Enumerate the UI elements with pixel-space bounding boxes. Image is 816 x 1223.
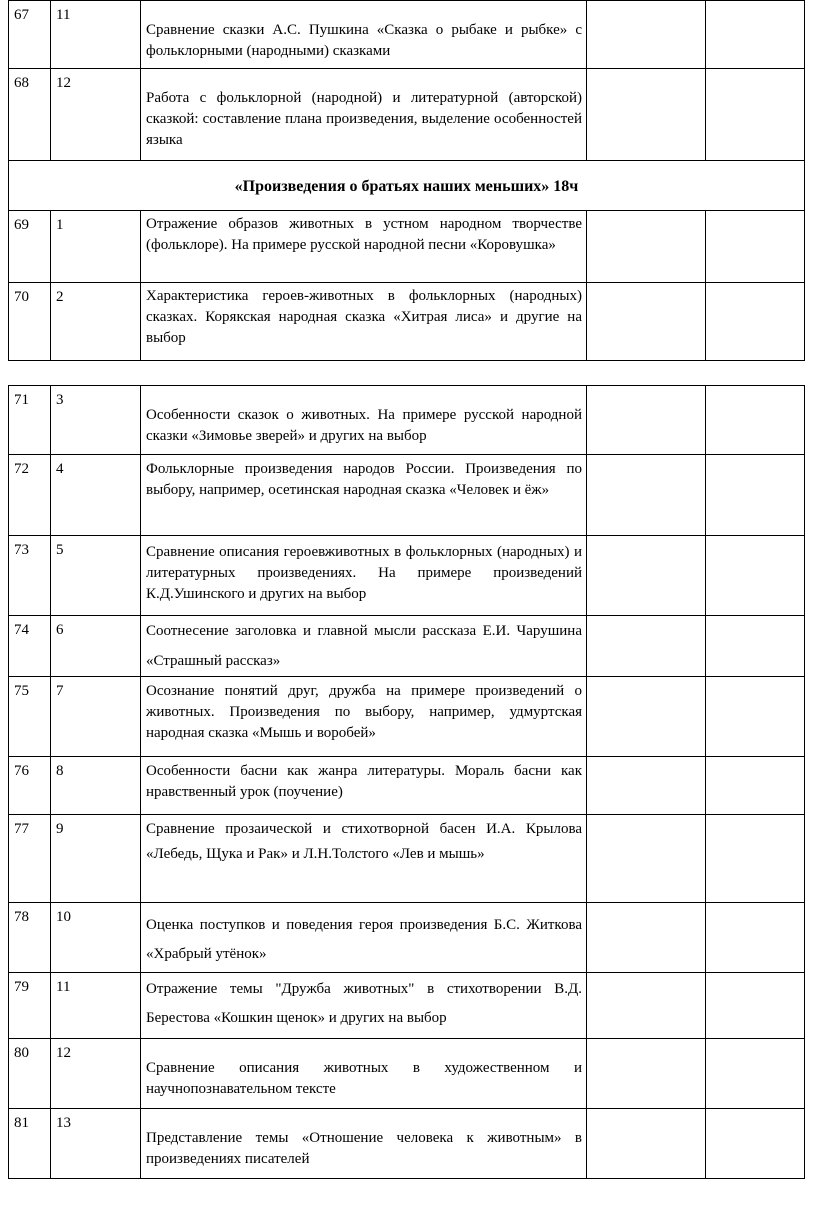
empty-cell <box>587 677 706 757</box>
section-lesson-number: 10 <box>51 903 141 973</box>
section-lesson-number: 9 <box>51 815 141 903</box>
lesson-topic: Сравнение описания героевживотных в фольклорных (народных) и литературных произведениях. На примере произведений К.Д.Ушинского и других на выбор <box>141 536 587 616</box>
empty-cell <box>587 903 706 973</box>
section-lesson-number: 12 <box>51 1039 141 1109</box>
lesson-topic: Отражение темы "Дружба животных" в стихотворении В.Д. Берестова «Кошкин щенок» и других на выбор <box>141 973 587 1039</box>
lesson-number: 77 <box>9 815 51 903</box>
lesson-number: 81 <box>9 1109 51 1179</box>
lesson-topic: Осознание понятий друг, дружба на примере произведений о животных. Произведения по выбору, например, удмуртская народная сказка «Мышь и воробей» <box>141 677 587 757</box>
table-row <box>9 815 805 903</box>
lesson-number: 76 <box>9 757 51 815</box>
empty-cell <box>706 1109 805 1179</box>
section-lesson-number: 11 <box>51 973 141 1039</box>
lesson-table-2 <box>8 385 805 1179</box>
section-lesson-number: 2 <box>51 283 141 361</box>
lesson-topic: Работа с фольклорной (народной) и литературной (авторской) сказкой: составление плана произведения, выделение особенностей языка <box>141 69 587 161</box>
empty-cell <box>706 1039 805 1109</box>
empty-cell <box>706 455 805 536</box>
empty-cell <box>706 283 805 361</box>
empty-cell <box>706 677 805 757</box>
empty-cell <box>706 69 805 161</box>
lesson-topic: Сравнение сказки А.С. Пушкина «Сказка о рыбаке и рыбке» с фольклорными (народными) сказками <box>141 1 587 69</box>
table-row <box>9 903 805 973</box>
lesson-number: 70 <box>9 283 51 361</box>
lesson-number: 67 <box>9 1 51 69</box>
table-row <box>9 1039 805 1109</box>
table-row <box>9 455 805 536</box>
lesson-number: 80 <box>9 1039 51 1109</box>
lesson-topic: Соотнесение заголовка и главной мысли рассказа Е.И. Чарушина «Страшный рассказ» <box>141 616 587 677</box>
section-lesson-number: 11 <box>51 1 141 69</box>
table-row <box>9 757 805 815</box>
empty-cell <box>706 211 805 283</box>
empty-cell <box>587 455 706 536</box>
section-lesson-number: 7 <box>51 677 141 757</box>
empty-cell <box>587 616 706 677</box>
section-lesson-number: 13 <box>51 1109 141 1179</box>
lesson-topic: Сравнение описания животных в художественном и научнопознавательном тексте <box>141 1039 587 1109</box>
section-lesson-number: 12 <box>51 69 141 161</box>
section-title: «Произведения о братьях наших меньших» 18ч <box>9 161 805 211</box>
section-lesson-number: 1 <box>51 211 141 283</box>
empty-cell <box>587 211 706 283</box>
empty-cell <box>706 536 805 616</box>
empty-cell <box>587 536 706 616</box>
lesson-number: 69 <box>9 211 51 283</box>
lesson-number: 78 <box>9 903 51 973</box>
empty-cell <box>706 903 805 973</box>
empty-cell <box>587 815 706 903</box>
empty-cell <box>706 386 805 455</box>
table-row <box>9 1109 805 1179</box>
empty-cell <box>587 757 706 815</box>
section-header-row <box>9 161 805 211</box>
lesson-topic: Сравнение прозаической и стихотворной басен И.А. Крылова «Лебедь, Щука и Рак» и Л.Н.Толстого «Лев и мышь» <box>141 815 587 903</box>
lesson-topic: Особенности сказок о животных. На примере русской народной сказки «Зимовье зверей» и других на выбор <box>141 386 587 455</box>
empty-cell <box>587 69 706 161</box>
table-row <box>9 211 805 283</box>
section-lesson-number: 3 <box>51 386 141 455</box>
empty-cell <box>706 757 805 815</box>
lesson-number: 73 <box>9 536 51 616</box>
empty-cell <box>706 1 805 69</box>
section-lesson-number: 8 <box>51 757 141 815</box>
empty-cell <box>706 616 805 677</box>
lesson-number: 74 <box>9 616 51 677</box>
empty-cell <box>706 973 805 1039</box>
table-row <box>9 616 805 677</box>
lesson-number: 68 <box>9 69 51 161</box>
table-row <box>9 1 805 69</box>
empty-cell <box>587 1 706 69</box>
section-lesson-number: 6 <box>51 616 141 677</box>
empty-cell <box>587 283 706 361</box>
empty-cell <box>587 973 706 1039</box>
lesson-number: 75 <box>9 677 51 757</box>
lesson-topic: Представление темы «Отношение человека к животным» в произведениях писателей <box>141 1109 587 1179</box>
empty-cell <box>587 1039 706 1109</box>
section-lesson-number: 5 <box>51 536 141 616</box>
lesson-number: 72 <box>9 455 51 536</box>
table-row <box>9 973 805 1039</box>
lesson-table-1 <box>8 0 805 361</box>
empty-cell <box>587 1109 706 1179</box>
table-row <box>9 69 805 161</box>
lesson-topic: Отражение образов животных в устном народном творчестве (фольклоре). На примере русской народной песни «Коровушка» <box>141 211 587 283</box>
empty-cell <box>706 815 805 903</box>
empty-cell <box>587 386 706 455</box>
lesson-topic: Особенности басни как жанра литературы. Мораль басни как нравственный урок (поучение) <box>141 757 587 815</box>
lesson-topic: Оценка поступков и поведения героя произведения Б.С. Житкова «Храбрый утёнок» <box>141 903 587 973</box>
table-row <box>9 536 805 616</box>
lesson-topic: Фольклорные произведения народов России. Произведения по выбору, например, осетинская народная сказка «Человек и ёж» <box>141 455 587 536</box>
lesson-topic: Характеристика героев-животных в фольклорных (народных) сказках. Корякская народная сказка «Хитрая лиса» и другие на выбор <box>141 283 587 361</box>
lesson-number: 79 <box>9 973 51 1039</box>
section-lesson-number: 4 <box>51 455 141 536</box>
table-row <box>9 677 805 757</box>
table-row <box>9 386 805 455</box>
lesson-number: 71 <box>9 386 51 455</box>
table-row <box>9 283 805 361</box>
